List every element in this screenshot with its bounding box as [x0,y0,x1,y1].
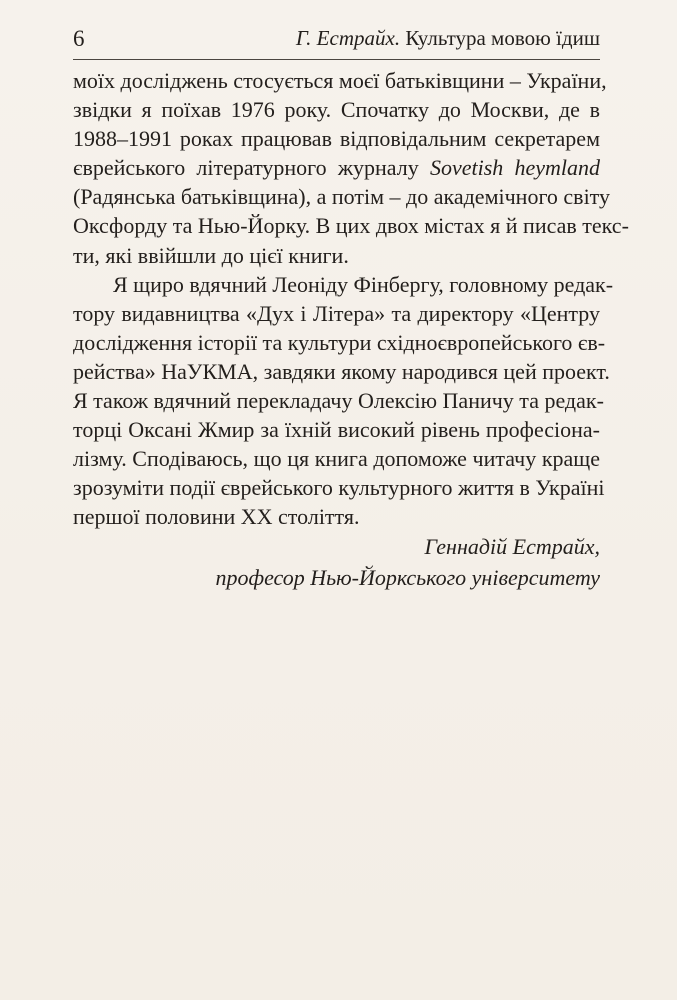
text-line: Я щиро вдячний Леоніду Фінбергу, головному редак- [113,271,614,297]
text-line: тору видавництва «Дух і Літера» та директору «Центру [73,300,600,326]
text-line: ти, які ввійшли до цієї книги. [73,242,349,268]
text-line: зрозуміти події єврейського культурного життя в Україні [73,475,605,501]
running-title-author: Г. Естрайх. [295,26,401,50]
text-line: дослідження історії та культури східноєвропейського єв- [73,329,606,355]
text-line: звідки я поїхав 1976 року. Спочатку до Москви, де в [73,97,600,123]
page-number: 6 [73,26,85,51]
text-line: моїх досліджень стосується моєї батьківщини – України, [73,68,607,93]
text-line: лізму. Сподіваюсь, що ця книга допоможе читачу краще [73,446,600,472]
body-text [73,66,629,532]
signature-title: професор Нью-Йоркського університету [215,565,600,590]
text-line: першої половини ХХ століття. [73,504,360,530]
text-line: Я також вдячний перекладачу Олексію Паничу та редак- [73,388,604,414]
running-header [73,26,600,58]
text-line: торці Оксані Жмир за їхній високий рівень професіона- [73,417,600,443]
text-line: Оксфорду та Нью-Йорку. В цих двох містах я й писав текс- [73,213,629,239]
text-line: (Радянська батьківщина), а потім – до академічного світу [73,184,611,210]
running-title [296,26,600,51]
running-title-book: Культура мовою їдиш [405,26,600,50]
text-line: рейства» НаУКМА, завдяки якому народився цей проект. [73,358,610,384]
paragraph-2 [73,270,614,532]
paragraph-1 [73,66,629,270]
text-line [73,153,600,182]
header-rule [73,59,600,60]
text-line: 1988–1991 роках працював відповідальним секретарем [73,126,600,152]
text-line-start: єврейського літературного журналу [73,155,430,181]
signature-name: Геннадій Естрайх, [424,534,600,559]
journal-name: Sovetish heymland [429,155,600,181]
